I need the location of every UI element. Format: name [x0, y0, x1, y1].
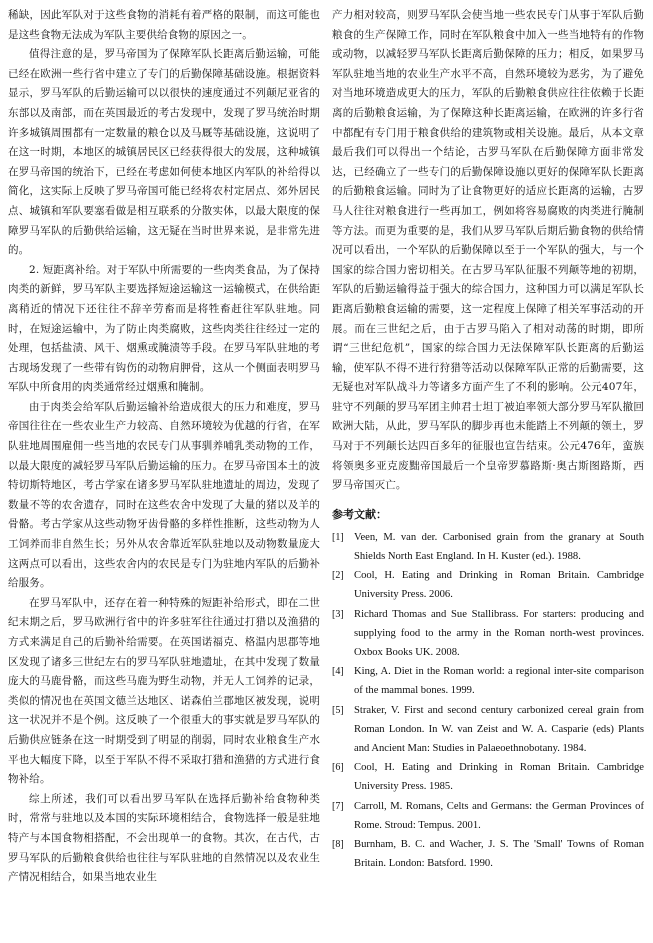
- paragraph: 由于肉类会给军队后勤运输补给造成很大的压力和难度，罗马帝国往往在一些农业生产力较高、自然环境较为优越的行省，在军队驻地周围雇佣一些当地的农民专门从事驯养哺乳类动物的工作，以最大限度的减轻罗马军队后勤运输的压力。在罗马帝国本土的波特切斯特地区，考古学家在诸多罗马军队驻地遗址的周边，发现了数量不等的农舍遗存，同时在这些农舍中发现了大量的猪以及羊的骨骼。考古学家从这些动物牙齿骨骼的多样性推断，这些动物为人工饲养而非自然生长；另外从农舍靠近军队驻地以及动物数量庞大这两点可以看出，这些农舍内的农民是专门为驻地内军队的后勤补给服务。: [8, 400, 320, 590]
- reference-text: Straker, V. First and second century carbonized cereal grain from Roman London. In W. van Zeist and W. A. Casparie (eds) Plants and Ancient Man: Studies in Palaeoethnobotany. 1984.: [354, 704, 644, 755]
- reference-number: [6]: [332, 762, 344, 774]
- reference-text: Cool, H. Eating and Drinking in Roman Britain. Cambridge University Press. 2006.: [354, 570, 644, 601]
- reference-number: [8]: [332, 839, 344, 851]
- reference-item: [332, 835, 644, 873]
- reference-item: [332, 797, 644, 835]
- paragraph: 稀缺，因此军队对于这些食物的消耗有着严格的限制，而这可能也是这些食物无法成为军队主要供给食物的原因之一。: [8, 9, 320, 41]
- reference-number: [7]: [332, 800, 344, 812]
- paragraph: 值得注意的是，罗马帝国为了保障军队长距离后勤运输，可能已经在欧洲一些行省中建立了专门的后勤保障基础设施。根据资料显示，罗马军队的后勤运输可以以很快的速度通过不列颠尼亚省的东部以及南部，而在英国最近的考古发现中，发现了罗马统治时期许多城镇周围都有一定数量的粮仓以及马厩等基础设施，这说明了在这一时期，本地区的城镇居民区已经获得很大的发展，这种城镇在罗马帝国的统治下，已经在考虑如何使本地区内军队的补给得以简化，这实际上反映了罗马帝国可能已经将农村定居点、郊外居民点、城镇和军队要塞看做是相互联系的分散实体，以最大限度的保障罗马军队的后勤供给运输，这无疑在当时世界来说，是非常先进的。: [8, 48, 320, 257]
- reference-text: Richard Thomas and Sue Stallibrass. For starters: producing and supplying food to the army in the Roman north-west provinces. Oxbox Books UK. 2008.: [354, 608, 644, 659]
- left-column: [8, 6, 320, 939]
- reference-number: [3]: [332, 608, 344, 620]
- reference-text: King, A. Diet in the Roman world: a regional inter-site comparison of the mammal bones. 1999.: [354, 666, 644, 697]
- paragraph: 综上所述，我们可以看出罗马军队在选择后勤补给食物种类时，常常与驻地以及本国的实际环境相结合，食物选择一般是驻地特产与本国食物相搭配，不会出现单一的食物。其次，在古代，古罗马军队的后勤粮食供给也往往与军队驻地的自然情况以及农业生产情况相结合，如果当地农业生: [8, 792, 320, 884]
- reference-text: Cool, H. Eating and Drinking in Roman Britain. Cambridge University Press. 1985.: [354, 762, 644, 793]
- reference-number: [2]: [332, 570, 344, 582]
- reference-item: [332, 701, 644, 759]
- reference-number: [1]: [332, 531, 344, 543]
- references-list: [332, 528, 644, 874]
- reference-number: [4]: [332, 666, 344, 678]
- reference-item: [332, 662, 644, 700]
- reference-text: Veen, M. van der. Carbonised grain from the granary at South Shields North East England. In H. Kuster (ed.). 1988.: [354, 531, 644, 563]
- reference-item: [332, 528, 644, 566]
- references-heading: 参考文献：: [332, 507, 387, 521]
- paragraph-short-distance-supply: 2. 短距离补给。对于军队中所需要的一些肉类食品，为了保持肉类的新鲜，罗马军队主要选择短途运输这一运输模式，在供给距离稍近的情况下还往往不辞辛劳畜而是将牲畜赶往军队驻地。同时，在短途运输中，为了防止肉类腐败，这些肉类往往经过一定的处理，包括盐渍、风干、烟熏或腌渍等手段。在罗马军队驻地的考古现场发现了一些带有钩伤的动物肩胛骨，这从一个侧面表明罗马军队中所食用的肉类通常经过烟熏和腌制。: [8, 263, 320, 394]
- reference-text: Burnham, B. C. and Wacher, J. S. The 'Small' Towns of Roman Britain. London: Batsford. 1990.: [354, 839, 644, 870]
- reference-item: [332, 758, 644, 796]
- reference-item: [332, 605, 644, 663]
- paragraph: 产力相对较高，则罗马军队会使当地一些农民专门从事于军队后勤粮食的生产保障工作，同时在军队粮食中加入一些当地特有的作物或动物，以减轻罗马军队长距离后勤保障的压力；相反，如果罗马军队驻地当地的农业生产水平不高，自然环境较为恶劣，为了避免对当地环境造成更大的压力，军队的后勤粮食供应往往依赖于长距离的后勤粮食运输，为了保障这种长距离运输，在欧洲的许多行省中都配有专门用于粮食供给的建筑物或相关设施。最后，从本文章最后我们可以得出一个结论，古罗马军队在后勤保障方面非常发达，已经确立了一些专门的后勤保障设施以更好的保障军队长距离的后勤粮食运输。同时为了让食物更好的适应长距离的运输，古罗马人往往对粮食进行一些再加工，例如将容易腐败的肉类进行腌制等方法。而更为重要的是，我们从罗马军队后期后勤食物的供给情况可以看出，一个军队的后勤保障以至于一个军队的强大，与一个国家的综合国力密切相关。在古罗马军队征服不列颠等地的初期，军队的后勤运输得益于强大的综合国力，这种国力可以满足军队长距离后勤粮食运输的需要，这一定程度上保障了相关军事活动的开展。而在三世纪之后，由于古罗马陷入了相对动荡的时期，即所谓“三世纪危机”，国家的综合国力无法保障军队长距离的后勤运输，使军队不得不进行狩猎等活动以保障军队正常的后勤需要，这无疑也对军队战斗力等诸多方面产生了不利的影响。公元407年，驻守不列颠的罗马军团主帅君士坦丁被迫率领大部分罗马军队撤回欧洲大陆，从此，罗马军队的脚步再也未能踏上不列颠的领土，罗马对于不列颠长达四百多年的征服也宣告结束。公元476年，蛮族将领奥多亚克废黜帝国最后一个皇帝罗慕路斯·奥古斯图路斯，西罗马帝国灭亡。: [332, 9, 644, 492]
- reference-text: Carroll, M. Romans, Celts and Germans: the German Provinces of Rome. Stroud: Tempus. 2001.: [354, 800, 644, 831]
- right-column: [332, 6, 644, 939]
- reference-number: [5]: [332, 704, 344, 716]
- reference-item: [332, 566, 644, 604]
- paragraph: 在罗马军队中，还存在着一种特殊的短距补给形式，即在二世纪末期之后，罗马欧洲行省中的许多驻军往往通过打猎以及渔猎的方式来满足自己的后勤补给需要。在英国诺福克、格温内思郡等地区发现了诸多三世纪左右的罗马军队驻地遗址，在其中发现了数量庞大的马鹿骨骼，而这些马鹿为野生动物，并无人工饲养的记录，类似的情况也在英国文德兰达地区、诺森伯兰郡地区被发现，说明这一状况并不是个例。这反映了一个很重大的事实就是罗马军队的后勤供应链条在这一时期受到了明显的削弱，同时农业粮食生产水平也大幅度下降，以至于军队不得不采取打猎和渔猎的方式进行食物补给。: [8, 596, 320, 786]
